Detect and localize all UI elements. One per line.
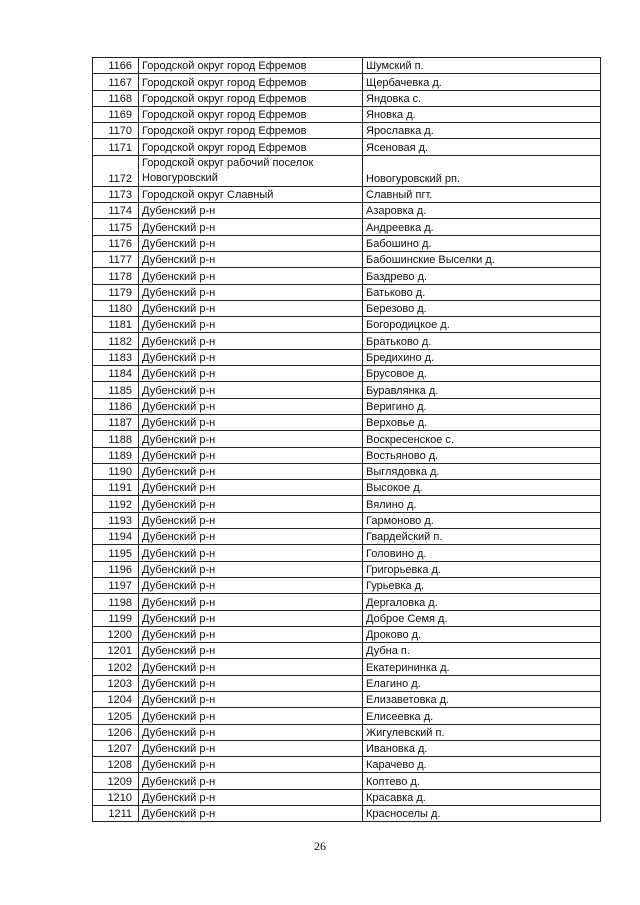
locality-cell: Березово д. bbox=[363, 300, 601, 316]
row-number-cell: 1211 bbox=[93, 806, 139, 822]
district-cell: Дубенский р-н bbox=[139, 414, 363, 430]
table-row bbox=[93, 512, 601, 528]
locality-cell: Брусовое д. bbox=[363, 366, 601, 382]
row-number-cell: 1201 bbox=[93, 643, 139, 659]
table-row bbox=[93, 545, 601, 561]
table-row bbox=[93, 773, 601, 789]
district-cell: Городской округ город Ефремов bbox=[139, 74, 363, 90]
locality-cell: Баздрево д. bbox=[363, 268, 601, 284]
table-row bbox=[93, 251, 601, 267]
locality-cell: Веригино д. bbox=[363, 398, 601, 414]
district-cell: Дубенский р-н bbox=[139, 594, 363, 610]
table-row bbox=[93, 139, 601, 155]
table-row bbox=[93, 724, 601, 740]
table-row bbox=[93, 463, 601, 479]
locality-cell: Вялино д. bbox=[363, 496, 601, 512]
locality-cell: Братьково д. bbox=[363, 333, 601, 349]
locality-cell: Андреевка д. bbox=[363, 219, 601, 235]
table-row bbox=[93, 382, 601, 398]
locality-cell: Ясеновая д. bbox=[363, 139, 601, 155]
table-row bbox=[93, 186, 601, 202]
row-number-cell: 1167 bbox=[93, 74, 139, 90]
row-number-cell: 1194 bbox=[93, 529, 139, 545]
row-number-cell: 1191 bbox=[93, 480, 139, 496]
row-number-cell: 1171 bbox=[93, 139, 139, 155]
district-cell: Дубенский р-н bbox=[139, 317, 363, 333]
locality-cell: Азаровка д. bbox=[363, 203, 601, 219]
row-number-cell: 1205 bbox=[93, 708, 139, 724]
table-row bbox=[93, 740, 601, 756]
district-cell: Дубенский р-н bbox=[139, 659, 363, 675]
district-cell: Городской округ город Ефремов bbox=[139, 106, 363, 122]
locality-cell: Головино д. bbox=[363, 545, 601, 561]
district-cell: Дубенский р-н bbox=[139, 529, 363, 545]
locality-cell: Новогуровский рп. bbox=[363, 155, 601, 186]
district-cell: Дубенский р-н bbox=[139, 561, 363, 577]
district-cell: Дубенский р-н bbox=[139, 333, 363, 349]
locality-cell: Гурьевка д. bbox=[363, 577, 601, 593]
district-cell: Дубенский р-н bbox=[139, 626, 363, 642]
district-cell: Дубенский р-н bbox=[139, 724, 363, 740]
locality-cell: Коптево д. bbox=[363, 773, 601, 789]
row-number-cell: 1188 bbox=[93, 431, 139, 447]
locality-cell: Богородицкое д. bbox=[363, 317, 601, 333]
district-cell: Дубенский р-н bbox=[139, 203, 363, 219]
table-row bbox=[93, 496, 601, 512]
row-number-cell: 1200 bbox=[93, 626, 139, 642]
row-number-cell: 1192 bbox=[93, 496, 139, 512]
locality-cell: Ивановка д. bbox=[363, 740, 601, 756]
table-row bbox=[93, 235, 601, 251]
row-number-cell: 1183 bbox=[93, 349, 139, 365]
row-number-cell: 1198 bbox=[93, 594, 139, 610]
table-row bbox=[93, 284, 601, 300]
district-cell: Дубенский р-н bbox=[139, 496, 363, 512]
table-row bbox=[93, 447, 601, 463]
locality-cell: Елисеевка д. bbox=[363, 708, 601, 724]
district-cell: Дубенский р-н bbox=[139, 512, 363, 528]
district-cell: Городской округ город Ефремов bbox=[139, 123, 363, 139]
table-row bbox=[93, 626, 601, 642]
locality-cell: Елагино д. bbox=[363, 675, 601, 691]
table-row bbox=[93, 610, 601, 626]
locality-cell: Воскресенское с. bbox=[363, 431, 601, 447]
district-cell: Дубенский р-н bbox=[139, 219, 363, 235]
row-number-cell: 1203 bbox=[93, 675, 139, 691]
table-row bbox=[93, 300, 601, 316]
table-row bbox=[93, 561, 601, 577]
table-row bbox=[93, 708, 601, 724]
table-row bbox=[93, 806, 601, 822]
row-number-cell: 1202 bbox=[93, 659, 139, 675]
table-row bbox=[93, 480, 601, 496]
row-number-cell: 1208 bbox=[93, 757, 139, 773]
table-row bbox=[93, 58, 601, 74]
locality-cell: Красавка д. bbox=[363, 789, 601, 805]
locality-cell: Верховье д. bbox=[363, 414, 601, 430]
table-row bbox=[93, 431, 601, 447]
locality-cell: Щербачевка д. bbox=[363, 74, 601, 90]
district-cell: Дубенский р-н bbox=[139, 398, 363, 414]
table-row bbox=[93, 594, 601, 610]
row-number-cell: 1189 bbox=[93, 447, 139, 463]
row-number-cell: 1180 bbox=[93, 300, 139, 316]
locality-cell: Дубна п. bbox=[363, 643, 601, 659]
table-body bbox=[93, 58, 601, 822]
district-cell: Городской округ город Ефремов bbox=[139, 139, 363, 155]
district-cell: Дубенский р-н bbox=[139, 284, 363, 300]
row-number-cell: 1168 bbox=[93, 90, 139, 106]
table-row bbox=[93, 74, 601, 90]
locality-cell: Выглядовка д. bbox=[363, 463, 601, 479]
locality-cell: Яновка д. bbox=[363, 106, 601, 122]
row-number-cell: 1184 bbox=[93, 366, 139, 382]
district-cell: Дубенский р-н bbox=[139, 643, 363, 659]
locality-cell: Бабошино д. bbox=[363, 235, 601, 251]
table-row bbox=[93, 675, 601, 691]
district-cell: Дубенский р-н bbox=[139, 251, 363, 267]
row-number-cell: 1182 bbox=[93, 333, 139, 349]
table-row bbox=[93, 577, 601, 593]
table-row bbox=[93, 333, 601, 349]
table-row bbox=[93, 789, 601, 805]
row-number-cell: 1206 bbox=[93, 724, 139, 740]
row-number-cell: 1173 bbox=[93, 186, 139, 202]
locality-cell: Красноселы д. bbox=[363, 806, 601, 822]
district-cell: Городской округ город Ефремов bbox=[139, 90, 363, 106]
district-cell: Дубенский р-н bbox=[139, 691, 363, 707]
row-number-cell: 1174 bbox=[93, 203, 139, 219]
locality-table bbox=[92, 57, 601, 822]
row-number-cell: 1193 bbox=[93, 512, 139, 528]
locality-cell: Гармоново д. bbox=[363, 512, 601, 528]
locality-cell: Бредихино д. bbox=[363, 349, 601, 365]
row-number-cell: 1197 bbox=[93, 577, 139, 593]
table-row bbox=[93, 268, 601, 284]
row-number-cell: 1181 bbox=[93, 317, 139, 333]
district-cell: Дубенский р-н bbox=[139, 463, 363, 479]
district-cell: Дубенский р-н bbox=[139, 366, 363, 382]
table-row bbox=[93, 219, 601, 235]
row-number-cell: 1209 bbox=[93, 773, 139, 789]
locality-cell: Бабошинские Выселки д. bbox=[363, 251, 601, 267]
table-row bbox=[93, 317, 601, 333]
district-cell: Дубенский р-н bbox=[139, 545, 363, 561]
locality-cell: Жигулевский п. bbox=[363, 724, 601, 740]
locality-cell: Доброе Семя д. bbox=[363, 610, 601, 626]
locality-cell: Яндовка с. bbox=[363, 90, 601, 106]
row-number-cell: 1176 bbox=[93, 235, 139, 251]
district-cell: Дубенский р-н bbox=[139, 806, 363, 822]
locality-cell: Дроково д. bbox=[363, 626, 601, 642]
district-cell: Городской округ город Ефремов bbox=[139, 58, 363, 74]
locality-cell: Высокое д. bbox=[363, 480, 601, 496]
row-number-cell: 1190 bbox=[93, 463, 139, 479]
district-cell: Дубенский р-н bbox=[139, 740, 363, 756]
table-row bbox=[93, 203, 601, 219]
row-number-cell: 1178 bbox=[93, 268, 139, 284]
locality-cell: Буравлянка д. bbox=[363, 382, 601, 398]
row-number-cell: 1179 bbox=[93, 284, 139, 300]
row-number-cell: 1199 bbox=[93, 610, 139, 626]
district-cell: Дубенский р-н bbox=[139, 268, 363, 284]
locality-cell: Шумский п. bbox=[363, 58, 601, 74]
page-number: 26 bbox=[314, 839, 326, 853]
row-number-cell: 1169 bbox=[93, 106, 139, 122]
locality-cell: Елизаветовка д. bbox=[363, 691, 601, 707]
row-number-cell: 1207 bbox=[93, 740, 139, 756]
locality-cell: Батьково д. bbox=[363, 284, 601, 300]
row-number-cell: 1210 bbox=[93, 789, 139, 805]
locality-cell: Екатерининка д. bbox=[363, 659, 601, 675]
row-number-cell: 1166 bbox=[93, 58, 139, 74]
district-cell: Дубенский р-н bbox=[139, 708, 363, 724]
table-row bbox=[93, 659, 601, 675]
table-row bbox=[93, 90, 601, 106]
district-cell: Дубенский р-н bbox=[139, 300, 363, 316]
row-number-cell: 1185 bbox=[93, 382, 139, 398]
district-cell: Дубенский р-н bbox=[139, 447, 363, 463]
table-row bbox=[93, 349, 601, 365]
row-number-cell: 1172 bbox=[93, 155, 139, 186]
row-number-cell: 1195 bbox=[93, 545, 139, 561]
locality-cell: Славный пгт. bbox=[363, 186, 601, 202]
table-row bbox=[93, 414, 601, 430]
table-row bbox=[93, 106, 601, 122]
table-row bbox=[93, 757, 601, 773]
row-number-cell: 1204 bbox=[93, 691, 139, 707]
table-row bbox=[93, 398, 601, 414]
row-number-cell: 1175 bbox=[93, 219, 139, 235]
locality-cell: Григорьевка д. bbox=[363, 561, 601, 577]
district-cell: Дубенский р-н bbox=[139, 789, 363, 805]
locality-cell: Востьяново д. bbox=[363, 447, 601, 463]
district-cell: Дубенский р-н bbox=[139, 480, 363, 496]
table-row bbox=[93, 366, 601, 382]
table-row bbox=[93, 529, 601, 545]
row-number-cell: 1177 bbox=[93, 251, 139, 267]
district-cell: Дубенский р-н bbox=[139, 773, 363, 789]
district-cell: Городской округ рабочий поселок Новогуровский bbox=[139, 155, 363, 186]
district-cell: Дубенский р-н bbox=[139, 610, 363, 626]
locality-cell: Гвардейский п. bbox=[363, 529, 601, 545]
district-cell: Дубенский р-н bbox=[139, 757, 363, 773]
district-cell: Дубенский р-н bbox=[139, 349, 363, 365]
row-number-cell: 1186 bbox=[93, 398, 139, 414]
district-cell: Дубенский р-н bbox=[139, 431, 363, 447]
district-cell: Дубенский р-н bbox=[139, 675, 363, 691]
table-row bbox=[93, 691, 601, 707]
district-cell: Дубенский р-н bbox=[139, 577, 363, 593]
table-row bbox=[93, 643, 601, 659]
table-row bbox=[93, 155, 601, 186]
row-number-cell: 1196 bbox=[93, 561, 139, 577]
locality-cell: Ярославка д. bbox=[363, 123, 601, 139]
district-cell: Дубенский р-н bbox=[139, 235, 363, 251]
district-cell: Городской округ Славный bbox=[139, 186, 363, 202]
row-number-cell: 1187 bbox=[93, 414, 139, 430]
locality-cell: Карачево д. bbox=[363, 757, 601, 773]
district-cell: Дубенский р-н bbox=[139, 382, 363, 398]
locality-cell: Дергаловка д. bbox=[363, 594, 601, 610]
row-number-cell: 1170 bbox=[93, 123, 139, 139]
table-row bbox=[93, 123, 601, 139]
